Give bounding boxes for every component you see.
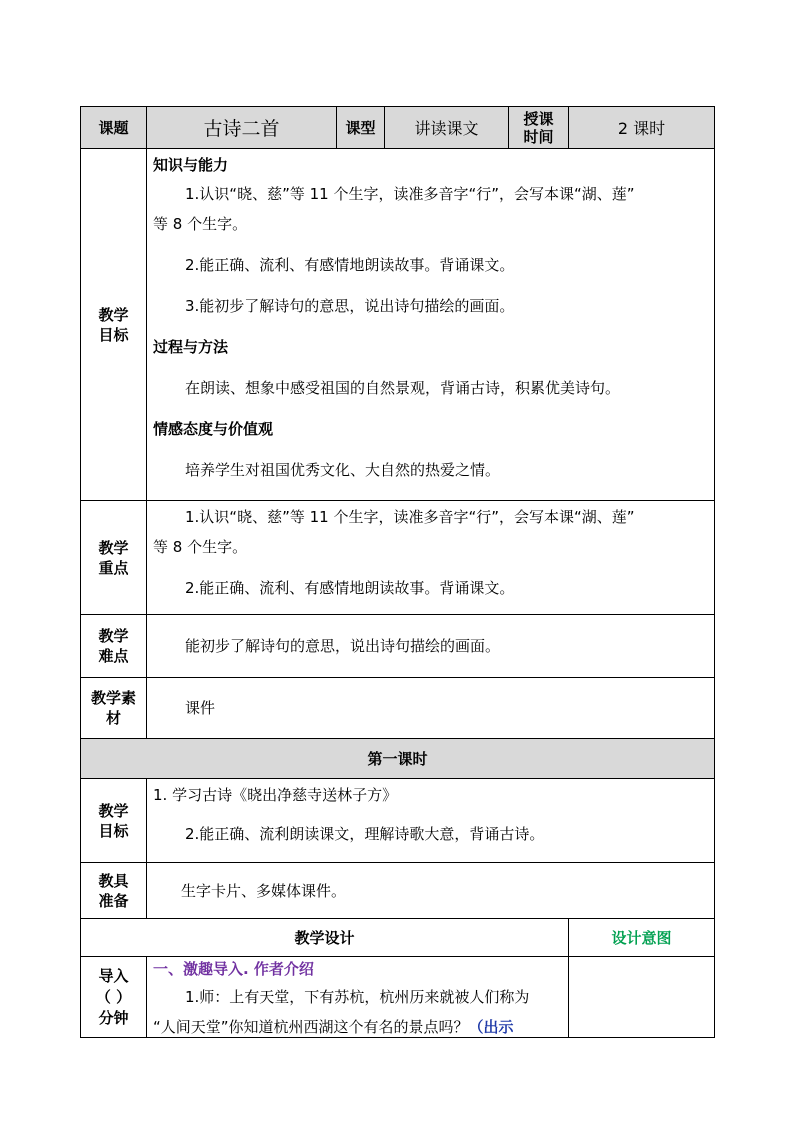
goals-label-line-1: 教学 (98, 305, 129, 324)
key-item-2: 2.能正确、流利、有感情地朗读故事。背诵课文。 (185, 579, 515, 597)
materials-text: 课件 (185, 699, 216, 717)
lesson1-goals-label-line-1: 教学 (98, 801, 129, 820)
intro-label-line-3: 分钟 (98, 1008, 129, 1027)
design-label: 教学设计 (81, 919, 569, 957)
type-value: 讲读课文 (385, 107, 509, 149)
goals-item-3: 3.能初步了解诗句的意思，说出诗句描绘的画面。 (185, 297, 515, 315)
time-value: 2 课时 (569, 107, 715, 149)
goals-attitude-text: 培养学生对祖国优秀文化、大自然的热爱之情。 (185, 461, 501, 479)
tools-text: 生字卡片、多媒体课件。 (181, 881, 347, 900)
key-row (81, 501, 715, 615)
intro-label (81, 957, 147, 1038)
materials-label (81, 678, 147, 739)
goals-heading-knowledge: 知识与能力 (153, 156, 229, 174)
intro-paragraph-2 (153, 1017, 564, 1037)
intro-content (147, 957, 569, 1038)
materials-content (147, 678, 715, 739)
goals-item-1b: 等 8 个生字。 (153, 215, 248, 233)
tools-row (81, 863, 715, 919)
materials-label-line-2: 材 (105, 709, 121, 727)
difficulty-row (81, 615, 715, 678)
lesson1-goal-2: 2.能正确、流利朗读课文，理解诗歌大意，背诵古诗。 (185, 825, 545, 843)
goals-heading-process: 过程与方法 (153, 338, 229, 356)
lesson-plan-table (80, 106, 715, 1038)
goals-label-line-2: 目标 (98, 325, 129, 344)
intro-row (81, 957, 715, 1038)
topic-value: 古诗二首 (147, 107, 337, 149)
goals-item-1a: 1.认识“晓、慈”等 11 个生字，读准多音字“行”，会写本课“湖、莲” (185, 185, 635, 203)
key-content (147, 501, 715, 615)
goals-row (81, 149, 715, 501)
lesson1-goals-label (81, 779, 147, 863)
goals-item-2: 2.能正确、流利、有感情地朗读故事。背诵课文。 (185, 256, 515, 274)
key-label-line-2: 重点 (98, 558, 129, 577)
difficulty-label-line-2: 难点 (98, 647, 129, 665)
tools-label-line-1: 教具 (98, 871, 129, 890)
intro-heading: 一、激趣导入. 作者介绍 (153, 960, 314, 978)
difficulty-label-line-1: 教学 (98, 627, 129, 645)
time-label-line-2: 时间 (523, 127, 554, 146)
lesson-plan-sheet (80, 106, 714, 1038)
goals-label (81, 149, 147, 501)
key-item-1a: 1.认识“晓、慈”等 11 个生字，读准多音字“行”，会写本课“湖、莲” (185, 508, 635, 526)
intro-label-line-1: 导入 (98, 966, 129, 985)
topic-label: 课题 (81, 107, 147, 149)
lesson1-banner-row (81, 739, 715, 779)
time-label-line-1: 授课 (523, 109, 554, 128)
intro-paragraph-1: 1.师：上有天堂，下有苏杭，杭州历来就被人们称为 (185, 988, 530, 1006)
key-item-1b: 等 8 个生字。 (153, 538, 248, 556)
design-header-row (81, 919, 715, 957)
materials-label-line-1: 教学素 (90, 689, 136, 707)
lesson1-goals-row (81, 779, 715, 863)
lesson1-goal-1: 1. 学习古诗《晓出净慈寺送林子方》 (153, 786, 398, 804)
intro-paragraph-2-tail: （出示 (468, 1018, 514, 1036)
difficulty-label (81, 615, 147, 678)
difficulty-content (147, 615, 715, 678)
difficulty-text: 能初步了解诗句的意思，说出诗句描绘的画面。 (185, 637, 501, 655)
tools-content (147, 863, 715, 919)
header-row (81, 107, 715, 149)
time-label (509, 107, 569, 149)
goals-process-text: 在朗读、想象中感受祖国的自然景观，背诵古诗，积累优美诗句。 (185, 379, 621, 397)
key-label-line-1: 教学 (98, 538, 129, 557)
goals-content (147, 149, 715, 501)
lesson1-goals-label-line-2: 目标 (98, 821, 129, 840)
tools-label-line-2: 准备 (98, 891, 129, 910)
lesson1-goals-content (147, 779, 715, 863)
intent-label: 设计意图 (569, 919, 715, 957)
goals-heading-attitude: 情感态度与价值观 (153, 420, 274, 438)
type-label: 课型 (337, 107, 385, 149)
tools-label (81, 863, 147, 919)
intro-paragraph-2-text: “人间天堂”你知道杭州西湖这个有名的景点吗？ (153, 1018, 469, 1036)
key-label (81, 501, 147, 615)
intro-label-line-2: （ ） (95, 987, 132, 1006)
intro-intent-cell (569, 957, 715, 1038)
lesson1-banner: 第一课时 (81, 739, 715, 779)
materials-row (81, 678, 715, 739)
